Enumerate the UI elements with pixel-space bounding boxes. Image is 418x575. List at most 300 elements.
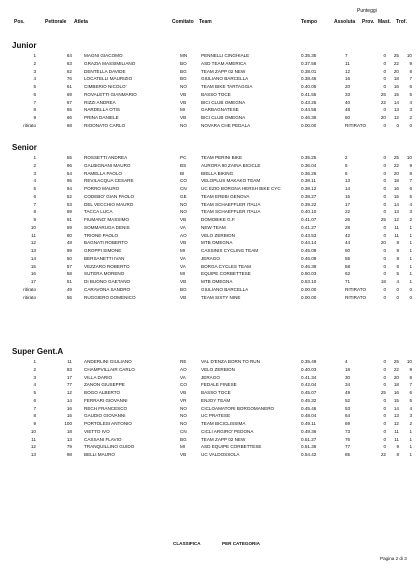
cell-tempo: 0.36.26	[301, 170, 317, 176]
cell-mast: 11	[394, 224, 399, 230]
cell-prov: 0	[383, 359, 386, 364]
cell-comitato: PC	[180, 155, 187, 160]
cell-pos: 3	[33, 170, 36, 176]
cell-assoluta: 33	[345, 91, 351, 97]
cell-atleta: BELLI MAURO	[84, 452, 115, 457]
cell-tempo: 0.00.00	[301, 122, 317, 128]
cell-tempo: 0.41.07	[301, 217, 317, 222]
cell-assoluta: 7	[345, 53, 348, 58]
cell-comitato: MI	[180, 248, 186, 253]
cell-pos: 4	[33, 178, 36, 184]
cell-pos: 10	[30, 224, 36, 230]
cell-trof: 1	[409, 279, 412, 284]
cell-prov: 25	[380, 390, 386, 395]
cell-tempo: 0.38.27	[301, 193, 317, 199]
cell-tempo: 0.46.39	[301, 263, 317, 269]
cell-atleta: BOGO ALBERTO	[84, 390, 121, 395]
cell-comitato: CN	[180, 186, 187, 191]
cell-atleta: VILLA DARIO	[84, 374, 113, 380]
table-row	[0, 162, 418, 170]
cell-tempo: 0.41.27	[301, 224, 317, 230]
cell-pos: 9	[33, 421, 36, 426]
cell-prov: 0	[383, 413, 386, 419]
cell-pettorale: 64	[66, 53, 72, 58]
cell-pos: 16	[30, 271, 36, 277]
table-row	[0, 397, 418, 405]
cell-trof: 1	[409, 452, 412, 457]
cell-comitato: NO	[180, 84, 187, 89]
cell-pettorale: 49	[66, 286, 72, 292]
cell-prov: 0	[383, 271, 386, 277]
cell-mast: 16	[393, 186, 399, 191]
cell-comitato: BO	[180, 60, 187, 66]
cell-prov: 0	[383, 178, 386, 184]
cell-pettorale: 17	[66, 374, 72, 380]
cell-comitato: NO	[180, 201, 187, 207]
cell-team: ENJOY TEAM	[201, 397, 231, 403]
cell-tempo: 0.38.11	[301, 178, 316, 184]
cell-mast: 6	[396, 263, 399, 269]
cell-assoluta: 30	[345, 374, 351, 380]
cell-pettorale: 65	[66, 107, 72, 113]
cell-prov: 0	[383, 53, 386, 58]
cell-trof: 7	[409, 76, 412, 82]
cell-atleta: GRAZIA MASSIMILIANO	[84, 60, 136, 66]
cell-pos: 17	[30, 279, 36, 284]
cell-team: GIULIANO BARCELLA	[201, 76, 249, 82]
cell-tempo: 0.36.04	[301, 162, 317, 168]
cell-pos: 15	[30, 263, 36, 269]
cell-mast: 20	[393, 170, 399, 176]
cell-atleta: PRINA DANIELE	[84, 115, 119, 120]
cell-mast: 9	[396, 248, 399, 253]
cell-mast: 0	[396, 122, 399, 128]
table-senior	[0, 154, 418, 301]
cell-assoluta: 48	[345, 107, 351, 113]
cell-assoluta: RITIRATO	[345, 286, 367, 292]
table-row	[0, 154, 418, 162]
cell-team: VELO ZERBION	[201, 366, 235, 372]
table-row	[0, 451, 418, 459]
cell-comitato: NO	[180, 405, 187, 411]
cell-pettorale: 83	[66, 366, 72, 372]
cell-trof: 9	[409, 366, 412, 372]
cell-team: AURORA 90 ZAINA BICICLE	[201, 162, 261, 168]
cell-pettorale: 57	[66, 263, 72, 269]
cell-assoluta: 26	[345, 217, 351, 222]
cell-atleta: PORRO MAURO	[84, 186, 120, 191]
table-row	[0, 83, 418, 91]
cell-atleta: CIMBERIO NICOLO'	[84, 84, 127, 89]
cell-pos: 11	[31, 232, 36, 238]
cell-mast: 13	[393, 107, 399, 113]
cell-pettorale: 12	[66, 390, 72, 395]
cell-mast: 25	[393, 53, 399, 58]
cell-pettorale: 77	[66, 382, 72, 388]
cell-team: NOVARA CHE PEDALA	[201, 122, 251, 128]
cell-pos: 2	[33, 162, 36, 168]
cell-team: TEAM BICICLISSIMA	[201, 421, 246, 426]
cell-atleta: RUGGIERO DOMENICO	[84, 294, 136, 300]
cell-pettorale: 54	[66, 170, 72, 176]
cell-prov: 18	[380, 279, 386, 284]
cell-prov: 0	[383, 232, 386, 238]
cell-pettorale: 96	[66, 162, 72, 168]
cell-trof: 10	[406, 155, 412, 160]
cell-atleta: GROPPI SIMONE	[84, 248, 122, 253]
cell-atleta: LOCATELLI MAURIZIO	[84, 76, 133, 82]
cell-atleta: RIOONATO CARLO	[84, 122, 126, 128]
table-row	[0, 170, 418, 178]
cell-trof: 3	[409, 107, 412, 113]
cell-team: ASD EQUIPE CORBETTESE	[201, 444, 262, 450]
cell-tempo: 0.42.04	[301, 382, 317, 388]
cell-prov: 0	[383, 107, 386, 113]
cell-trof: 8	[409, 68, 412, 74]
table-row	[0, 247, 418, 255]
cell-tempo: 0.37.58	[301, 60, 317, 66]
cell-comitato: VB	[180, 279, 187, 284]
cell-prov: 0	[383, 428, 386, 434]
table-row	[0, 381, 418, 389]
cell-comitato: BG	[180, 286, 187, 292]
cell-pos: 9	[33, 217, 36, 222]
cell-assoluta: 12	[345, 68, 351, 74]
table-row	[0, 232, 418, 240]
cell-mast: 18	[393, 76, 399, 82]
cell-comitato: VA	[180, 263, 186, 269]
cell-tempo: 0.49.11	[301, 421, 316, 426]
cell-prov: 0	[383, 382, 386, 388]
cell-pos: 12	[30, 444, 36, 450]
table-row	[0, 389, 418, 397]
cell-atleta: REVILACQUA CESARE	[84, 178, 134, 184]
cell-tempo: 0.38.46	[301, 76, 317, 82]
cell-pettorale: 66	[66, 115, 72, 120]
cell-prov: 0	[383, 84, 386, 89]
cell-tempo: 0.46.36	[301, 115, 317, 120]
cell-comitato: MN	[180, 53, 188, 58]
cell-assoluta: 5	[345, 162, 348, 168]
cell-tempo: 0.35.25	[301, 155, 317, 160]
cell-assoluta: RITIRATO	[345, 294, 367, 300]
cell-pos: 4	[33, 76, 36, 82]
cell-team: CICLOAMATORI BORGOMANERO	[201, 405, 275, 411]
cell-pettorale: 14	[66, 397, 72, 403]
cell-team: TEAM ZAPP 02 NEW	[201, 68, 246, 74]
table-row	[0, 68, 418, 76]
cell-pettorale: 51	[66, 279, 72, 284]
cell-atleta: GALBIGNANI MAURO	[84, 162, 131, 168]
cell-prov: 0	[383, 201, 386, 207]
cell-assoluta: 52	[345, 397, 351, 403]
table-row	[0, 177, 418, 185]
cell-trof: 1	[409, 444, 412, 450]
cell-tempo: 0.40.05	[301, 84, 317, 89]
cell-atleta: TRANQUILLINO GUIDO	[84, 444, 135, 450]
cell-atleta: DEL VECCHIO MAURO	[84, 201, 134, 207]
cell-comitato: NO	[180, 122, 187, 128]
cell-team: EQUIPE CORBETTESE	[201, 271, 251, 277]
cell-pos: 3	[33, 374, 36, 380]
cell-atleta: TRIONE PAOLO	[84, 232, 119, 238]
cell-comitato: AO	[180, 366, 187, 372]
cell-trof: 10	[406, 53, 412, 58]
cell-comitato: MI	[180, 107, 186, 113]
cell-atleta: ROSSETTI ANDREA	[84, 155, 128, 160]
cell-tempo: 0.44.58	[301, 107, 317, 113]
table-row	[0, 263, 418, 271]
cell-mast: 16	[393, 390, 399, 395]
cell-pettorale: 69	[66, 91, 72, 97]
cell-tempo: 0.45.09	[301, 248, 317, 253]
cell-assoluta: 62	[345, 271, 351, 277]
cell-trof: 6	[409, 186, 412, 191]
cell-comitato: MI	[180, 444, 186, 450]
cell-prov: 0	[383, 286, 386, 292]
cell-prov: 0	[383, 209, 386, 215]
cell-trof: 1	[409, 263, 412, 269]
cell-tempo: 0.50.03	[301, 271, 317, 277]
cell-pettorale: 98	[66, 452, 72, 457]
cell-prov: 22	[380, 99, 386, 105]
cell-comitato: CO	[180, 382, 187, 388]
cell-assoluta: 58	[345, 263, 351, 269]
cell-assoluta: 50	[345, 248, 351, 253]
column-header	[0, 19, 418, 27]
table-row	[0, 208, 418, 216]
cell-atleta: BAGNATI ROBERTO	[84, 240, 128, 246]
cell-assoluta: 14	[345, 186, 351, 191]
cell-pettorale: 95	[66, 178, 72, 184]
cell-pos: 8	[33, 413, 36, 419]
cell-comitato: BG	[180, 76, 187, 82]
cell-assoluta: 6	[345, 170, 348, 176]
cell-mast: 16	[393, 84, 399, 89]
cell-assoluta: 50	[345, 115, 351, 120]
cell-tempo: 0.41.34	[301, 374, 317, 380]
cell-team: JERAGO	[201, 255, 220, 261]
cell-comitato: VB	[180, 99, 187, 105]
cell-comitato: BG	[180, 68, 187, 74]
cell-atleta: VIETTO IVO	[84, 428, 110, 434]
cell-prov: 0	[383, 224, 386, 230]
table-row	[0, 286, 418, 294]
cell-pettorale: 63	[66, 60, 72, 66]
table-row	[0, 294, 418, 302]
cell-atleta: ROVALETTI GIANMARIO	[84, 91, 137, 97]
cell-pos: 8	[33, 209, 36, 215]
cell-pos: ritirato	[23, 122, 36, 128]
cell-comitato: VB	[180, 390, 187, 395]
table-row	[0, 99, 418, 107]
cell-mast: 14	[393, 99, 399, 105]
cell-mast: 14	[393, 405, 399, 411]
cell-pettorale: 62	[66, 68, 72, 74]
cell-prov: 0	[383, 263, 386, 269]
cell-assoluta: 34	[345, 382, 351, 388]
cell-pos: 8	[33, 107, 36, 113]
col-pos: Pos.	[14, 19, 25, 25]
cell-team: TEAM EREBI GENOVA	[201, 193, 250, 199]
cell-atleta: SUTERA MORENO	[84, 271, 125, 277]
cell-mast: 4	[396, 279, 399, 284]
cell-pettorale: 59	[66, 224, 72, 230]
cell-pettorale: 15	[66, 413, 72, 419]
cell-prov: 0	[383, 421, 386, 426]
cell-team: NEW TEAM	[201, 224, 226, 230]
table-row	[0, 374, 418, 382]
cell-team: FEDALE FINESE	[201, 382, 237, 388]
col-atleta: Atleta	[74, 19, 88, 25]
cell-mast: 11	[394, 232, 399, 238]
col-comitato: Comitato	[172, 19, 194, 25]
cell-trof: 0	[409, 294, 412, 300]
cell-prov: 0	[383, 436, 386, 442]
cell-prov: 22	[380, 452, 386, 457]
cell-assoluta: 77	[345, 444, 351, 450]
cell-team: MTB OMEGNA	[201, 240, 233, 246]
cell-comitato: NO	[180, 421, 187, 426]
cell-pos: 1	[33, 53, 36, 58]
cell-mast: 8	[396, 452, 399, 457]
cell-mast: 8	[396, 255, 399, 261]
cell-atleta: CARAVONA SANDRO	[84, 286, 131, 292]
cell-tempo: 0.44.14	[301, 240, 317, 246]
cell-team: VAL D'ENZA BORN TO RUN	[201, 359, 260, 364]
cell-assoluta: 64	[345, 413, 351, 419]
cell-comitato: CN	[180, 428, 187, 434]
cell-prov: 0	[383, 255, 386, 261]
cell-team: TEAM PERINI BIKE	[201, 155, 243, 160]
cell-trof: 0	[409, 122, 412, 128]
table-row	[0, 436, 418, 444]
cell-mast: 0	[396, 286, 399, 292]
cell-atleta: GAUDIO GIOVANNI	[84, 413, 126, 419]
cell-mast: 12	[393, 217, 399, 222]
cell-team: BASSO TOCE	[201, 390, 231, 395]
cell-trof: 8	[409, 374, 412, 380]
cell-atleta: FIUMANO' MASSIMO	[84, 217, 130, 222]
cell-team: TEAM BIKE TARTAGGIA	[201, 84, 253, 89]
cell-atleta: RAMELLA PAOLO	[84, 170, 122, 176]
cell-prov: 0	[383, 294, 386, 300]
cell-team: TEAM SIXTY NINE	[201, 294, 241, 300]
cell-prov: 20	[380, 115, 386, 120]
cell-assoluta: 18	[345, 366, 351, 372]
cell-comitato: VR	[180, 397, 187, 403]
cell-assoluta: 11	[345, 60, 350, 66]
cell-assoluta: 55	[345, 255, 351, 261]
cell-trof: 5	[409, 193, 412, 199]
table-row	[0, 278, 418, 286]
cell-assoluta: 44	[345, 240, 351, 246]
cell-pos: 13	[30, 248, 36, 253]
table-row	[0, 405, 418, 413]
cell-pettorale: 50	[66, 255, 72, 261]
cell-pettorale: 48	[66, 240, 72, 246]
cell-pettorale: 11	[67, 359, 72, 364]
table-row	[0, 443, 418, 451]
cell-pettorale: 52	[66, 193, 72, 199]
section-title-senior: Senior	[12, 143, 37, 152]
cell-comitato: NO	[180, 209, 187, 215]
cell-tempo: 0.51.36	[301, 444, 317, 450]
cell-mast: 18	[393, 178, 399, 184]
cell-trof: 8	[409, 170, 412, 176]
cell-pos: 11	[31, 436, 36, 442]
cell-comitato: RE	[180, 359, 187, 364]
cell-trof: 4	[409, 201, 412, 207]
cell-trof: 3	[409, 209, 412, 215]
cell-tempo: 0.40.10	[301, 209, 317, 215]
cell-comitato: BI	[180, 170, 185, 176]
table-row	[0, 255, 418, 263]
cell-comitato: VA	[180, 255, 186, 261]
cell-team: BICI CLUB OMEGNA	[201, 99, 246, 105]
table-row	[0, 114, 418, 122]
cell-trof: 4	[409, 99, 412, 105]
cell-mast: 15	[393, 91, 399, 97]
col-pettorale: Pettorale	[45, 19, 67, 25]
cell-trof: 1	[409, 271, 412, 277]
cell-pettorale: 56	[66, 294, 72, 300]
table-row	[0, 270, 418, 278]
cell-comitato: GE	[180, 193, 187, 199]
cell-pos: 5	[33, 186, 36, 191]
cell-assoluta: 53	[345, 405, 351, 411]
table-row	[0, 106, 418, 114]
cell-prov: 0	[383, 76, 386, 82]
cell-team: GIULIANO BARCELLA	[201, 286, 249, 292]
cell-mast: 8	[396, 240, 399, 246]
cell-pos: 7	[33, 201, 36, 207]
cell-assoluta: 4	[345, 359, 348, 364]
cell-team: CICLI ARGIRO' PEDONA	[201, 428, 254, 434]
cell-trof: 1	[409, 232, 412, 238]
cell-trof: 2	[409, 217, 412, 222]
cell-pos: 1	[33, 155, 36, 160]
col-prov: Prov.	[362, 19, 375, 25]
cell-comitato: BS	[180, 162, 187, 168]
punteggi-label: Punteggi	[357, 8, 377, 14]
cell-pettorale: 55	[66, 155, 72, 160]
cell-atleta: PORTOLESI ANTONIO	[84, 421, 132, 426]
cell-mast: 5	[396, 271, 399, 277]
cell-atleta: DI BUONO GAETANO	[84, 279, 131, 284]
cell-pos: ritirato	[23, 294, 36, 300]
cell-prov: 0	[383, 155, 386, 160]
col-mast: Mast.	[378, 19, 391, 25]
cell-team: BICI CLUB OMEGNA	[201, 115, 246, 120]
footer-classifica: CLASSIFICA	[173, 541, 201, 546]
cell-comitato: VB	[180, 452, 187, 457]
cell-pettorale: 18	[66, 428, 72, 434]
cell-pettorale: 79	[66, 444, 72, 450]
cell-tempo: 0.38.12	[301, 186, 317, 191]
cell-tempo: 0.51.27	[301, 436, 317, 442]
table-row	[0, 239, 418, 247]
cell-mast: 15	[393, 397, 399, 403]
cell-mast: 11	[394, 428, 399, 434]
col-team: Team	[199, 19, 212, 25]
cell-prov: 25	[380, 217, 386, 222]
cell-tempo: 0.35.35	[301, 53, 317, 58]
cell-assoluta: 13	[345, 178, 351, 184]
cell-pos: 9	[33, 115, 36, 120]
cell-tempo: 0.35.49	[301, 359, 317, 364]
cell-trof: 1	[409, 428, 412, 434]
